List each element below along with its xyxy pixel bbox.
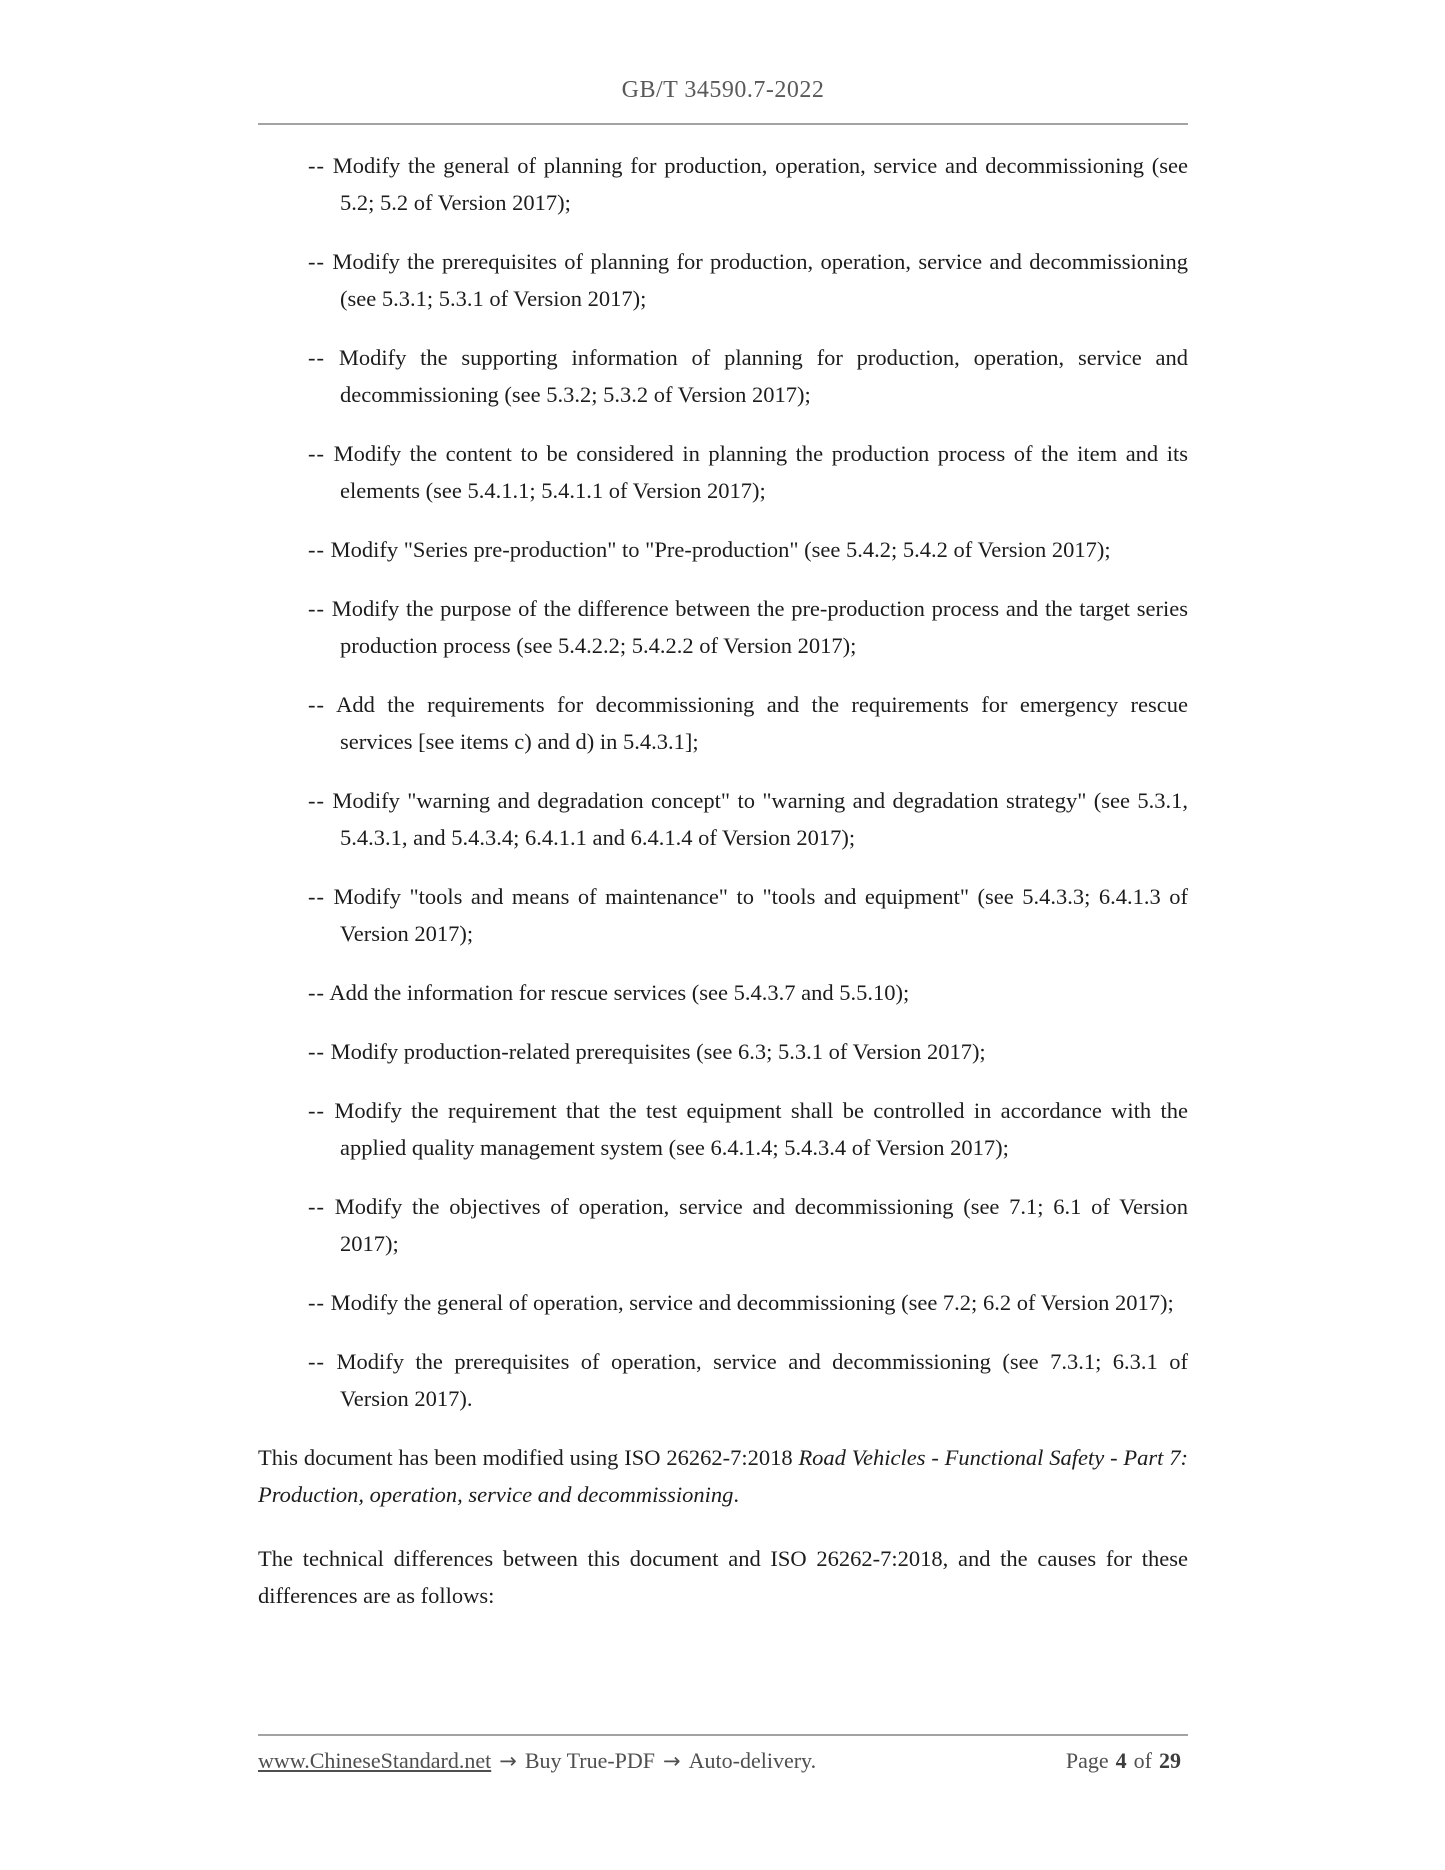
list-item [258, 435, 1188, 509]
item-text: Modify the purpose of the difference between the pre-production process and the target series production process (see 5.4.2.2; 5.4.2.2 of Version 2017); [331, 596, 1189, 658]
item-dash-marker: -- [308, 153, 325, 178]
item-text: Modify "warning and degradation concept" to "warning and degradation strategy" (see 5.3.1, 5.4.3.1, and 5.4.3.4; 6.4.1.1 and 6.4.1.4 of Version 2017); [332, 788, 1188, 850]
item-text: Modify the requirement that the test equipment shall be controlled in accordance with the applied quality management system (see 6.4.1.4; 5.4.3.4 of Version 2017); [334, 1098, 1188, 1160]
total-page-number: 29 [1159, 1748, 1181, 1773]
item-text: Modify the prerequisites of operation, service and decommissioning (see 7.3.1; 6.3.1 of Version 2017). [336, 1349, 1188, 1411]
list-item [258, 531, 1188, 568]
item-dash-marker: -- [308, 1290, 325, 1315]
item-text: Modify the content to be considered in planning the production process of the item and its elements (see 5.4.1.1; 5.4.1.1 of Version 2017); [333, 441, 1188, 503]
auto-delivery-text: Auto-delivery. [688, 1748, 817, 1773]
right-arrow-icon: → [499, 1749, 517, 1773]
item-text: Modify "Series pre-production" to "Pre-production" (see 5.4.2; 5.4.2 of Version 2017); [330, 537, 1111, 562]
buy-true-pdf-text: Buy True-PDF [524, 1748, 656, 1773]
item-text: Modify production-related prerequisites (see 6.3; 5.3.1 of Version 2017); [330, 1039, 986, 1064]
list-item [258, 782, 1188, 856]
item-text: Modify "tools and means of maintenance" to "tools and equipment" (see 5.4.3.3; 6.4.1.3 of Version 2017); [333, 884, 1188, 946]
of-label: of [1133, 1748, 1152, 1773]
iso-standard-title-italic: Road Vehicles - Functional Safety - Part 7: Production, operation, service and decommissioning [258, 1445, 1188, 1507]
list-item [258, 1033, 1188, 1070]
item-text: Add the information for rescue services (see 5.4.3.7 and 5.5.10); [329, 980, 910, 1005]
standard-number-title: GB/T 34590.7-2022 [621, 77, 825, 103]
item-dash-marker: -- [308, 980, 325, 1005]
chinesestandard-link[interactable]: www.ChineseStandard.net [258, 1748, 492, 1773]
item-dash-marker: -- [308, 249, 325, 274]
list-item [258, 974, 1188, 1011]
list-item [258, 1343, 1188, 1417]
item-text: Modify the prerequisites of planning for production, operation, service and decommissioning (see 5.3.1; 5.3.1 of Version 2017); [332, 249, 1188, 311]
page-label: Page [1065, 1748, 1109, 1773]
item-dash-marker: -- [308, 596, 325, 621]
list-item [258, 147, 1188, 221]
paragraph-tail-text: . [733, 1482, 739, 1507]
item-dash-marker: -- [308, 441, 325, 466]
paragraph-modified-using [258, 1439, 1188, 1513]
list-item [258, 339, 1188, 413]
item-text: Modify the supporting information of planning for production, operation, service and decommissioning (see 5.3.2; 5.3.2 of Version 2017); [338, 345, 1188, 407]
right-arrow-icon: → [663, 1749, 681, 1773]
item-dash-marker: -- [308, 537, 325, 562]
item-dash-marker: -- [308, 1039, 325, 1064]
item-dash-marker: -- [308, 1098, 325, 1123]
item-text: Modify the general of operation, service and decommissioning (see 7.2; 6.2 of Version 2017); [330, 1290, 1174, 1315]
item-text: Add the requirements for decommissioning and the requirements for emergency rescue services [see items c) and d) in 5.4.3.1]; [336, 692, 1188, 754]
footer-left-group [258, 1748, 816, 1774]
modification-list [258, 147, 1188, 1417]
item-dash-marker: -- [308, 345, 325, 370]
paragraph-technical-differences: The technical differences between this document and ISO 26262-7:2018, and the causes for these differences are as follows: [258, 1546, 1188, 1608]
item-dash-marker: -- [308, 692, 325, 717]
item-dash-marker: -- [308, 1194, 325, 1219]
list-item [258, 590, 1188, 664]
item-text: Modify the objectives of operation, service and decommissioning (see 7.1; 6.1 of Version 2017); [334, 1194, 1188, 1256]
list-item [258, 1092, 1188, 1166]
list-item [258, 1188, 1188, 1262]
item-text: Modify the general of planning for production, operation, service and decommissioning (see 5.2; 5.2 of Version 2017); [332, 153, 1188, 215]
paragraph-lead-text: This document has been modified using ISO 26262-7:2018 [258, 1445, 799, 1470]
list-item [258, 1284, 1188, 1321]
list-item [258, 878, 1188, 952]
item-dash-marker: -- [308, 884, 325, 909]
page-footer [258, 1734, 1188, 1774]
page-indicator [1066, 1748, 1188, 1774]
item-dash-marker: -- [308, 1349, 325, 1374]
list-item [258, 686, 1188, 760]
page-content [258, 106, 1188, 1614]
item-dash-marker: -- [308, 788, 325, 813]
current-page-number: 4 [1115, 1748, 1127, 1773]
list-item [258, 243, 1188, 317]
